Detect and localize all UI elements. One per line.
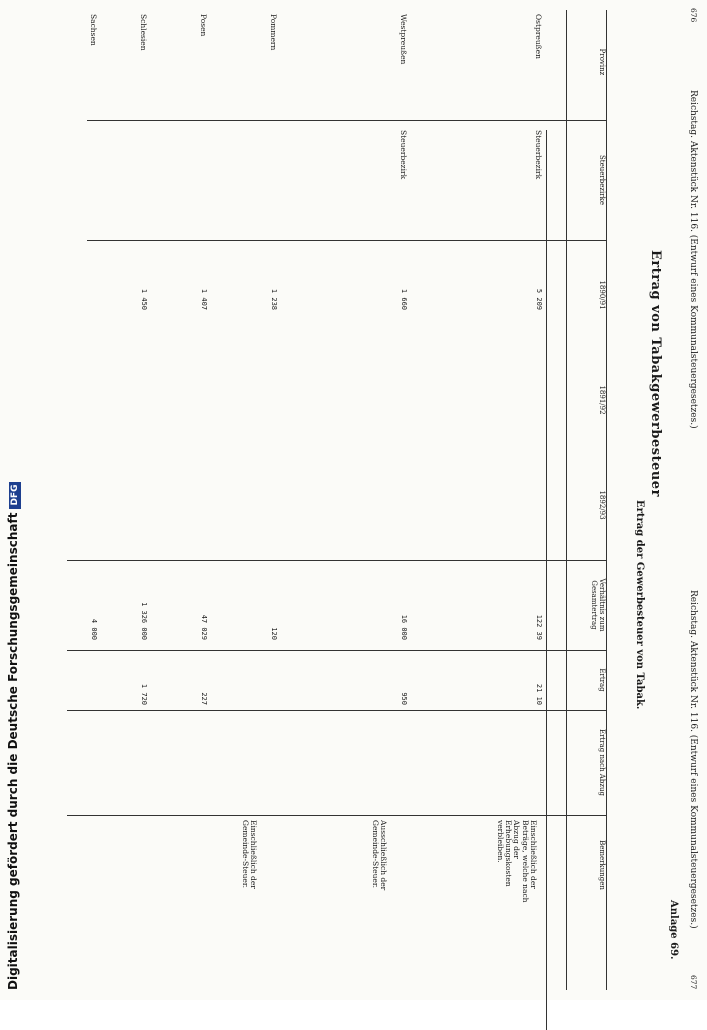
col-header-year-2: 1891/92 bbox=[598, 385, 606, 415]
col-header-weight: Verhältnis zum Gesamtertrag bbox=[590, 578, 606, 632]
col-header-year-1: 1890/91 bbox=[598, 280, 606, 310]
col-header-notes: Ertrag nach Abzug bbox=[598, 728, 606, 797]
rotated-document bbox=[47, 0, 707, 1000]
table-cell: 227 bbox=[200, 692, 208, 705]
table-row-district: Steuerbezirk bbox=[534, 130, 543, 180]
page-number-right: 677 bbox=[689, 975, 698, 990]
remarks-text: Ausschließlich der Gemeinde-Steuer. bbox=[370, 820, 388, 891]
funding-text: Digitalisierung gefördert durch die Deutsche Forschungsgemeinschaft bbox=[6, 512, 20, 990]
table-cell: 120 bbox=[270, 627, 278, 640]
table-cell: 1 660 bbox=[400, 288, 408, 310]
table-cell: 1 450 bbox=[140, 288, 148, 310]
funding-note bbox=[6, 482, 21, 990]
table-cell: 122 39 bbox=[535, 614, 543, 640]
page-number-left: 676 bbox=[689, 8, 698, 23]
col-rule-2 bbox=[87, 240, 607, 241]
table-cell: 950 bbox=[400, 692, 408, 705]
table-cell: 47 029 bbox=[200, 614, 208, 640]
table-cell: 1 238 bbox=[270, 288, 278, 310]
table-top-rule bbox=[606, 10, 607, 990]
dfg-logo: DFG bbox=[9, 482, 21, 509]
digitization-footer bbox=[0, 0, 30, 1000]
table-cell: 21 10 bbox=[535, 683, 543, 705]
table-row-label: Pommern bbox=[269, 14, 278, 51]
table-cell: 1 720 bbox=[140, 683, 148, 705]
table-row-label: Ostpreußen bbox=[534, 14, 543, 59]
col-rule-1 bbox=[87, 120, 607, 121]
col-header-amount: Ertrag bbox=[598, 668, 606, 692]
table-cell: 16 000 bbox=[400, 614, 408, 640]
col-header-districts: Steuerbezirke bbox=[598, 154, 606, 206]
running-head-left: Reichstag. Aktenstück Nr. 116. (Entwurf eines Kommunalsteuergesetzes.) bbox=[688, 90, 698, 429]
table-row-label: Schlesien bbox=[139, 14, 148, 51]
table-subtitle: Ertrag der Gewerbesteuer von Tabak. bbox=[634, 500, 645, 710]
remarks-text: Einschließlich der Gemeinde-Steuer. bbox=[240, 820, 258, 889]
annex-label: Anlage 69. bbox=[668, 900, 679, 960]
table-row-label: Westpreußen bbox=[399, 14, 408, 65]
table-row-district: Steuerbezirk bbox=[399, 130, 408, 180]
table-cell: 4 000 bbox=[90, 618, 98, 640]
col-rule-5 bbox=[67, 710, 607, 711]
table-body-rule bbox=[546, 130, 547, 1030]
running-head-right: Reichstag. Aktenstück Nr. 116. (Entwurf eines Kommunalsteuergesetzes.) bbox=[688, 590, 698, 929]
table-row-label: Posen bbox=[199, 14, 208, 37]
table-header-rule bbox=[566, 10, 567, 990]
col-rule-6 bbox=[67, 815, 607, 816]
table-cell: 1 326 000 bbox=[140, 602, 148, 640]
remarks-text: Einschließlich der Beträge, welche nach Abzug der Erhebungskosten verbleiben. bbox=[496, 820, 538, 903]
table-row-label: Sachsen bbox=[89, 14, 98, 46]
col-header-year-3: 1892/93 bbox=[598, 490, 606, 520]
col-rule-3 bbox=[67, 560, 607, 561]
col-rule-4 bbox=[67, 650, 607, 651]
col-header-remarks: Bemerkungen bbox=[598, 840, 606, 890]
col-header-province: Provinz bbox=[598, 48, 606, 76]
table-cell: 1 407 bbox=[200, 288, 208, 310]
table-cell: 5 209 bbox=[535, 288, 543, 310]
table-title: Ertrag von Tabakgewerbesteuer bbox=[648, 250, 663, 497]
